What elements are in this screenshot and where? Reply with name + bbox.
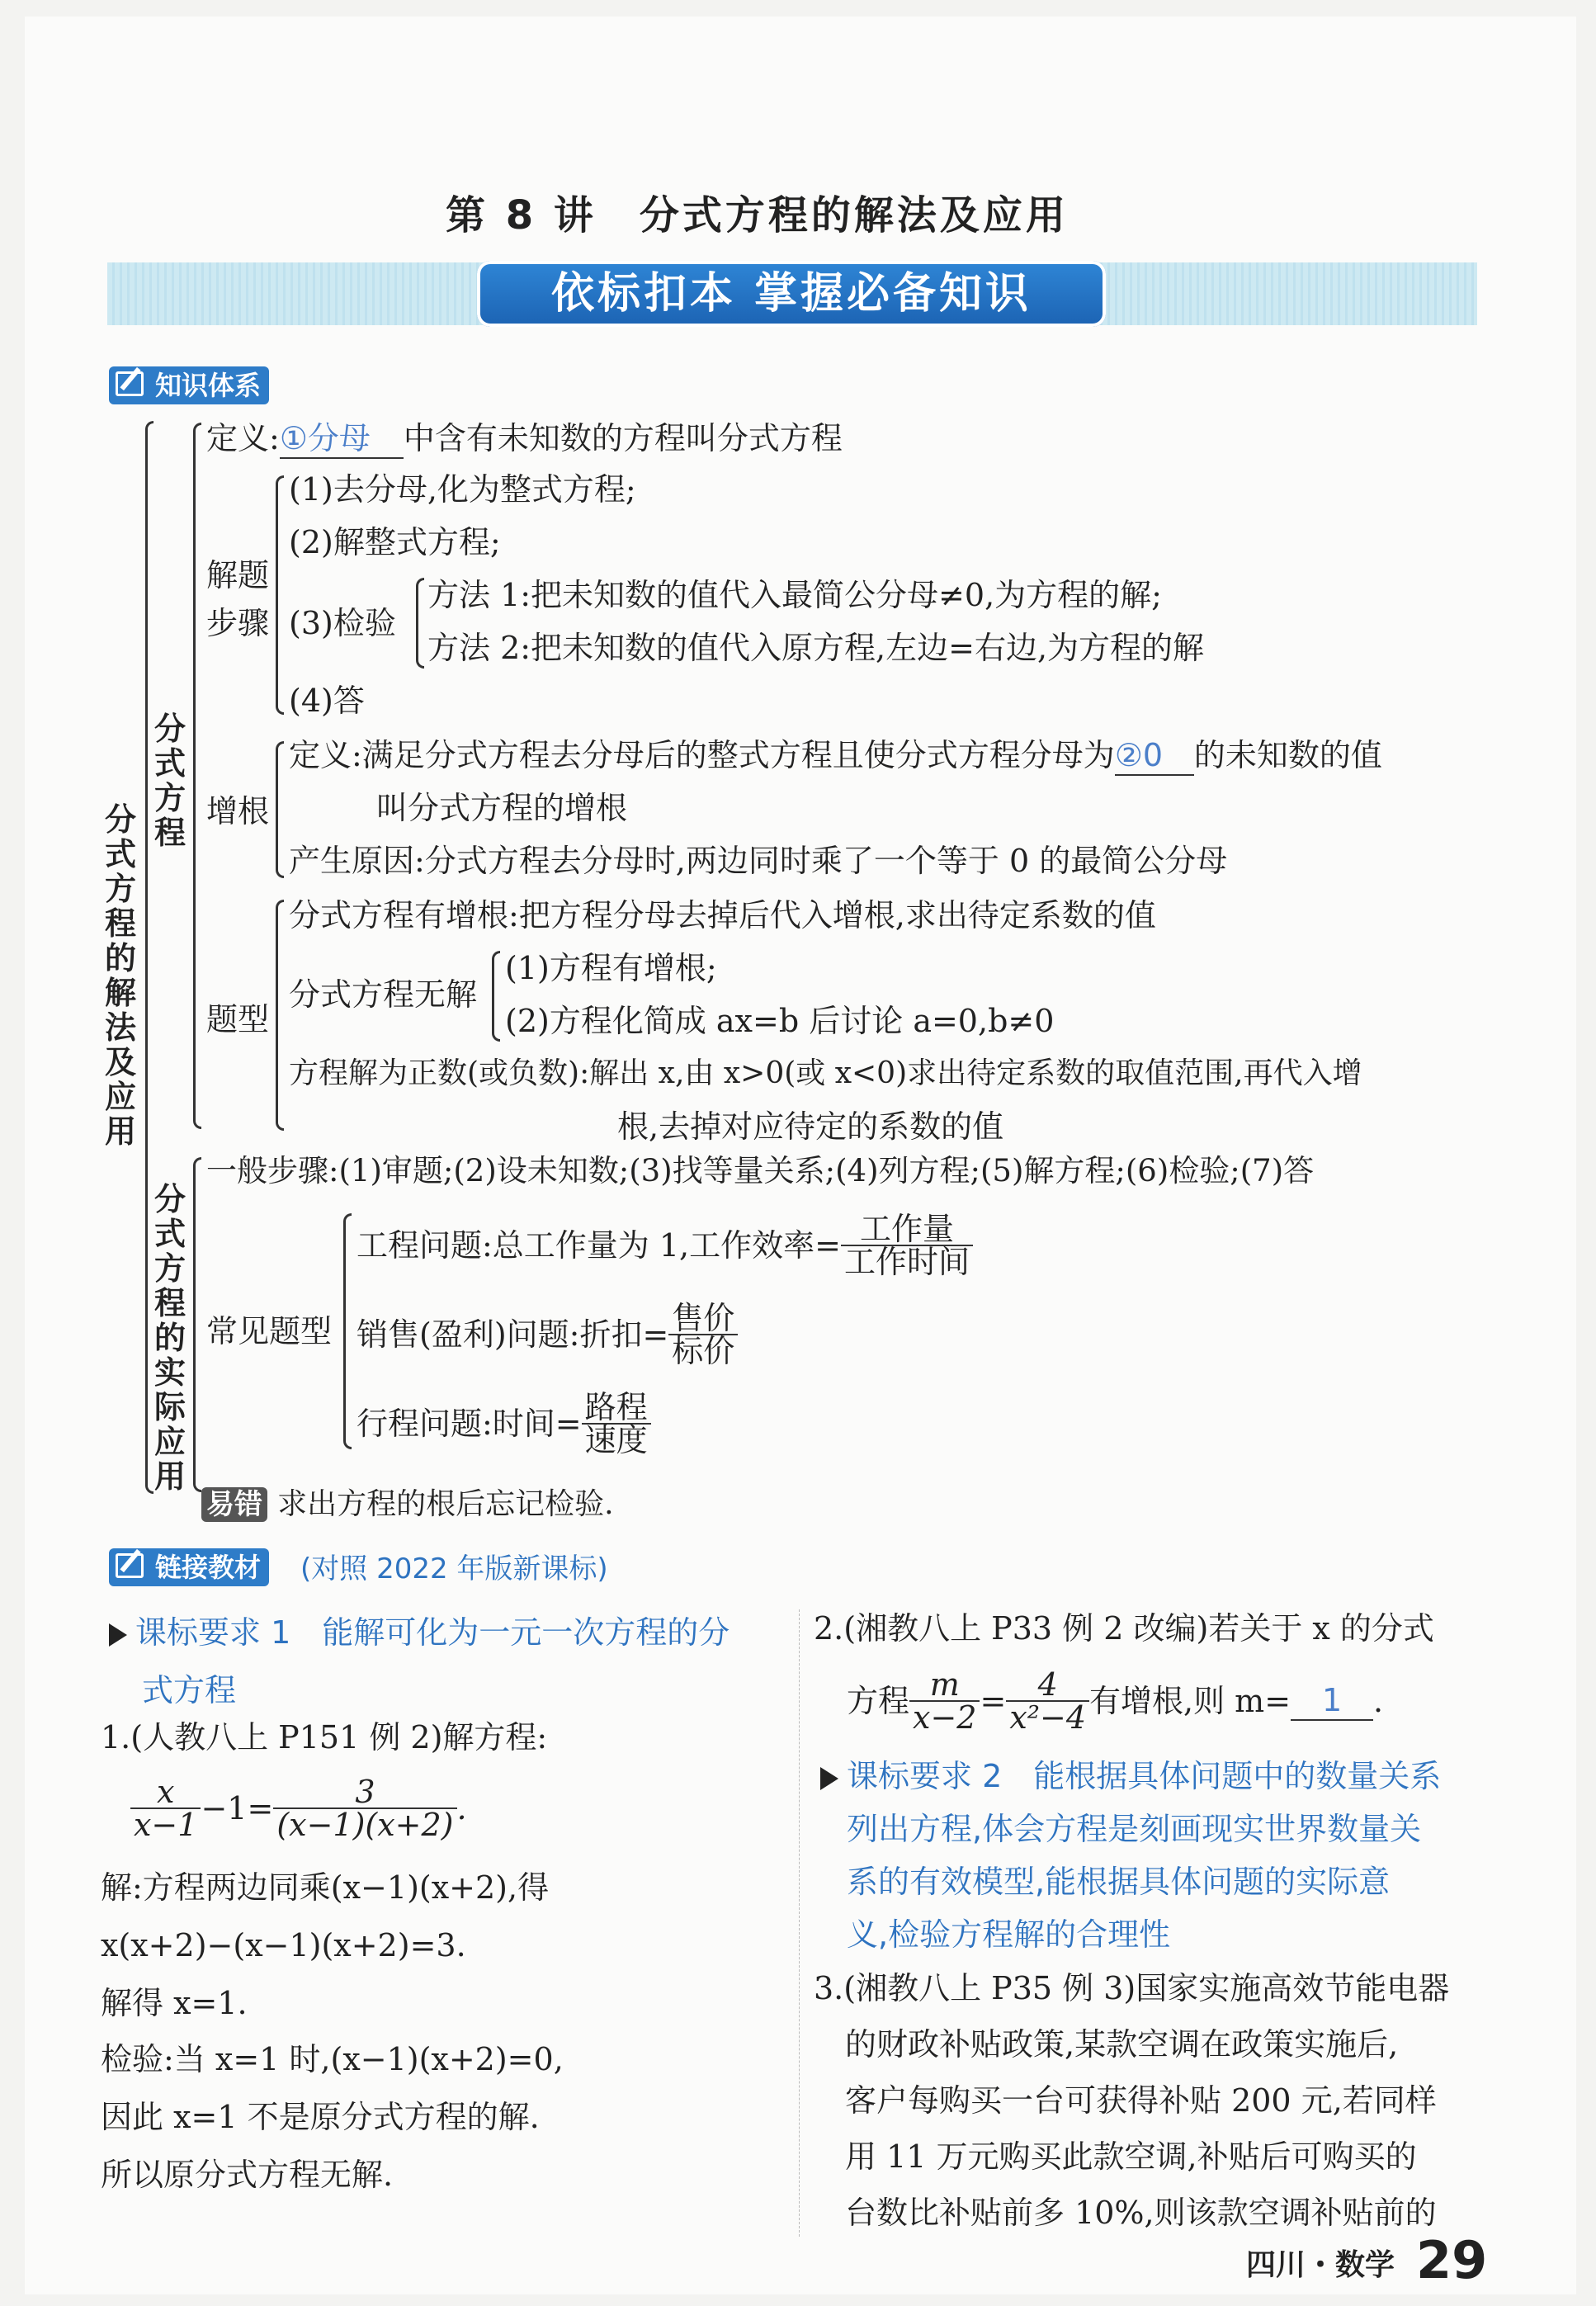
q1-right-fraction [273,1776,456,1841]
extraneous-cause: 产生原因:分式方程去分母时,两边同时乘了一个等于 0 的最简公分母 [289,843,1228,879]
branch2-brace [193,1157,201,1492]
q1-equation-middle: −1= [201,1790,274,1826]
q1-left-denominator: x−1 [134,1807,198,1843]
column-divider [799,1609,800,2237]
travel-problem-text: 行程问题:时间= [357,1406,582,1442]
q2-left-fraction [909,1666,980,1736]
step-2: (2)解整式方程; [289,524,501,560]
q2-right-fraction [1006,1666,1089,1736]
common-mistake-badge: 易错 [201,1487,267,1522]
common-mistake-text: 求出方程的根后忘记检验. [277,1487,614,1521]
solution-line-1: 解:方程两边同乘(x−1)(x+2),得 [101,1869,550,1906]
knowledge-system-tag [109,366,269,404]
common-mistake [201,1484,614,1524]
definition-prefix: 定义: [206,420,280,456]
triangle-marker-icon [820,1767,838,1790]
steps-brace [276,475,284,715]
common-types-label: 常见题型 [206,1313,333,1349]
type-2: 分式方程无解 [289,976,478,1013]
question-2-head: 2.(湘教八上 P33 例 2 改编)若关于 x 的分式 [814,1610,1434,1647]
sales-fraction-numerator: 售价 [668,1302,738,1335]
question-1-equation [130,1776,467,1841]
q1-right-denominator: (x−1)(x+2) [276,1807,454,1843]
q2-suffix: 有增根,则 m= [1089,1683,1291,1719]
sales-problem-text: 销售(盈利)问题:折扣= [357,1316,669,1353]
type-2a: (1)方程有增根; [505,950,717,986]
definition-line [206,419,843,459]
extraneous-brace [276,741,284,878]
type-3b: 根,去掉对应待定的系数的值 [617,1108,1004,1145]
curriculum-note: (对照 2022 年版新课标) [300,1552,608,1585]
extraneous-root-label: 增根 [206,793,270,829]
lesson-title: 第 8 讲 分式方程的解法及应用 [446,192,1069,239]
extraneous-def-part1: 定义:满足分式方程去分母后的整式方程且使分式方程分母为 [289,737,1115,773]
q1-left-numerator: x [130,1776,201,1809]
step-3: (3)检验 [289,605,396,641]
triangle-marker-icon [109,1623,127,1647]
page-number: 29 [1416,2230,1488,2290]
step-4: (4)答 [289,683,365,719]
pencil-note-icon [116,371,144,396]
definition-blank: ①分母 [280,419,404,459]
time-fraction [582,1389,651,1458]
types-label: 题型 [206,1001,270,1037]
work-problem [357,1213,973,1278]
discount-fraction [668,1302,738,1367]
work-problem-text: 工程问题:总工作量为 1,工作效率= [357,1227,841,1264]
general-steps: 一般步骤:(1)审题;(2)设未知数;(3)找等量关系;(4)列方程;(5)解方程;(6)检验;(7)答 [206,1153,1315,1188]
question-3-line-2: 的财政补贴政策,某款空调在政策实施后, [845,2026,1399,2063]
extraneous-definition [289,736,1382,776]
q1-equation-end: . [456,1790,467,1826]
no-solution-brace [492,951,500,1042]
knowledge-system-tag-label: 知识体系 [155,370,262,401]
footer-region: 四川・数学 [1246,2248,1395,2282]
travel-problem [357,1389,651,1458]
requirement-2-line-4: 义,检验方程解的合理性 [847,1916,1171,1953]
pencil-note-icon [116,1553,144,1578]
work-efficiency-fraction [841,1213,973,1278]
question-3-line-3: 客户每购买一台可获得补贴 200 元,若同样 [845,2082,1437,2119]
extraneous-def-part2: 的未知数的值 [1193,737,1382,773]
common-types-brace [343,1213,352,1449]
methods-brace [416,578,424,669]
q2-left-denominator: x−2 [913,1699,977,1736]
q1-left-fraction [130,1776,201,1841]
textbook-link-tag [109,1548,269,1586]
solution-line-4: 检验:当 x=1 时,(x−1)(x+2)=0, [101,2041,564,2077]
branch-fraction-equation-label: 分式方程 [153,711,186,851]
requirement-1-text: 课标要求 1 能解可化为一元一次方程的分 [135,1614,730,1651]
solution-line-3: 解得 x=1. [101,1985,248,2021]
type-3a: 方程解为正数(或负数):解出 x,由 x>0(或 x<0)求出待定系数的取值范围,再代入增 [289,1056,1362,1090]
question-3-line-5: 台数比补贴前多 10%,则该款空调补贴前的 [845,2195,1437,2231]
solution-line-6: 所以原分式方程无解. [101,2157,394,2193]
textbook-link-tag-label: 链接教材 [155,1552,262,1583]
requirement-1 [109,1608,730,1657]
question-1-head: 1.(人教八上 P151 例 2)解方程: [101,1719,548,1755]
question-2-body [847,1666,1384,1736]
q2-left-numerator: m [909,1669,980,1702]
question-3-line-4: 用 11 万元购买此款空调,补贴后可购买的 [845,2138,1417,2175]
q2-right-denominator: x²−4 [1009,1699,1086,1736]
branch1-brace [193,423,201,1129]
q1-right-numerator: 3 [273,1776,456,1809]
solution-line-2: x(x+2)−(x−1)(x+2)=3. [101,1927,466,1963]
question-3-line-1: 3.(湘教八上 P35 例 3)国家实施高效节能电器 [814,1970,1450,2006]
requirement-1-cont: 式方程 [142,1672,237,1708]
requirement-2-line-2: 列出方程,体会方程是刻画现实世界数量关 [847,1811,1422,1847]
steps-label-1: 解题步骤 [206,557,270,641]
requirement-2-line-3: 系的有效模型,能根据具体问题的实际意 [847,1864,1391,1900]
root-label: 分式方程的解法及应用 [104,801,136,1150]
travel-fraction-denominator: 速度 [584,1422,648,1458]
requirement-2-line-1: 课标要求 2 能根据具体问题中的数量关系 [847,1758,1442,1794]
q2-equals: = [980,1683,1007,1719]
work-fraction-numerator: 工作量 [841,1213,973,1246]
method-2: 方法 2:把未知数的值代入原方程,左边=右边,为方程的解 [427,630,1205,666]
sales-problem [357,1302,738,1367]
sales-fraction-denominator: 标价 [672,1333,735,1369]
q2-right-numerator: 4 [1006,1669,1089,1702]
root-brace [145,421,153,1494]
q2-prefix: 方程 [847,1683,910,1719]
type-2b: (2)方程化简成 ax=b 后讨论 a=0,b≠0 [505,1003,1055,1039]
extraneous-definition-cont: 叫分式方程的增根 [376,790,628,826]
branch-application-label: 分式方程的实际应用 [153,1181,186,1495]
travel-fraction-numerator: 路程 [582,1392,651,1425]
types-brace [276,900,284,1131]
q2-answer-blank: 1 [1291,1681,1373,1721]
step-1: (1)去分母,化为整式方程; [289,471,636,508]
q2-end: . [1373,1683,1384,1719]
type-1: 分式方程有增根:把方程分母去掉后代入增根,求出待定系数的值 [289,897,1156,933]
section-banner: 依标扣本 掌握必备知识 [477,261,1106,327]
work-fraction-denominator: 工作时间 [843,1244,970,1280]
definition-suffix: 中含有未知数的方程叫分式方程 [403,420,843,456]
method-1: 方法 1:把未知数的值代入最简公分母≠0,为方程的解; [427,577,1162,613]
extraneous-blank: ②0 [1115,736,1194,776]
solution-line-5: 因此 x=1 不是原分式方程的解. [101,2099,540,2135]
requirement-2 [820,1751,1441,1801]
